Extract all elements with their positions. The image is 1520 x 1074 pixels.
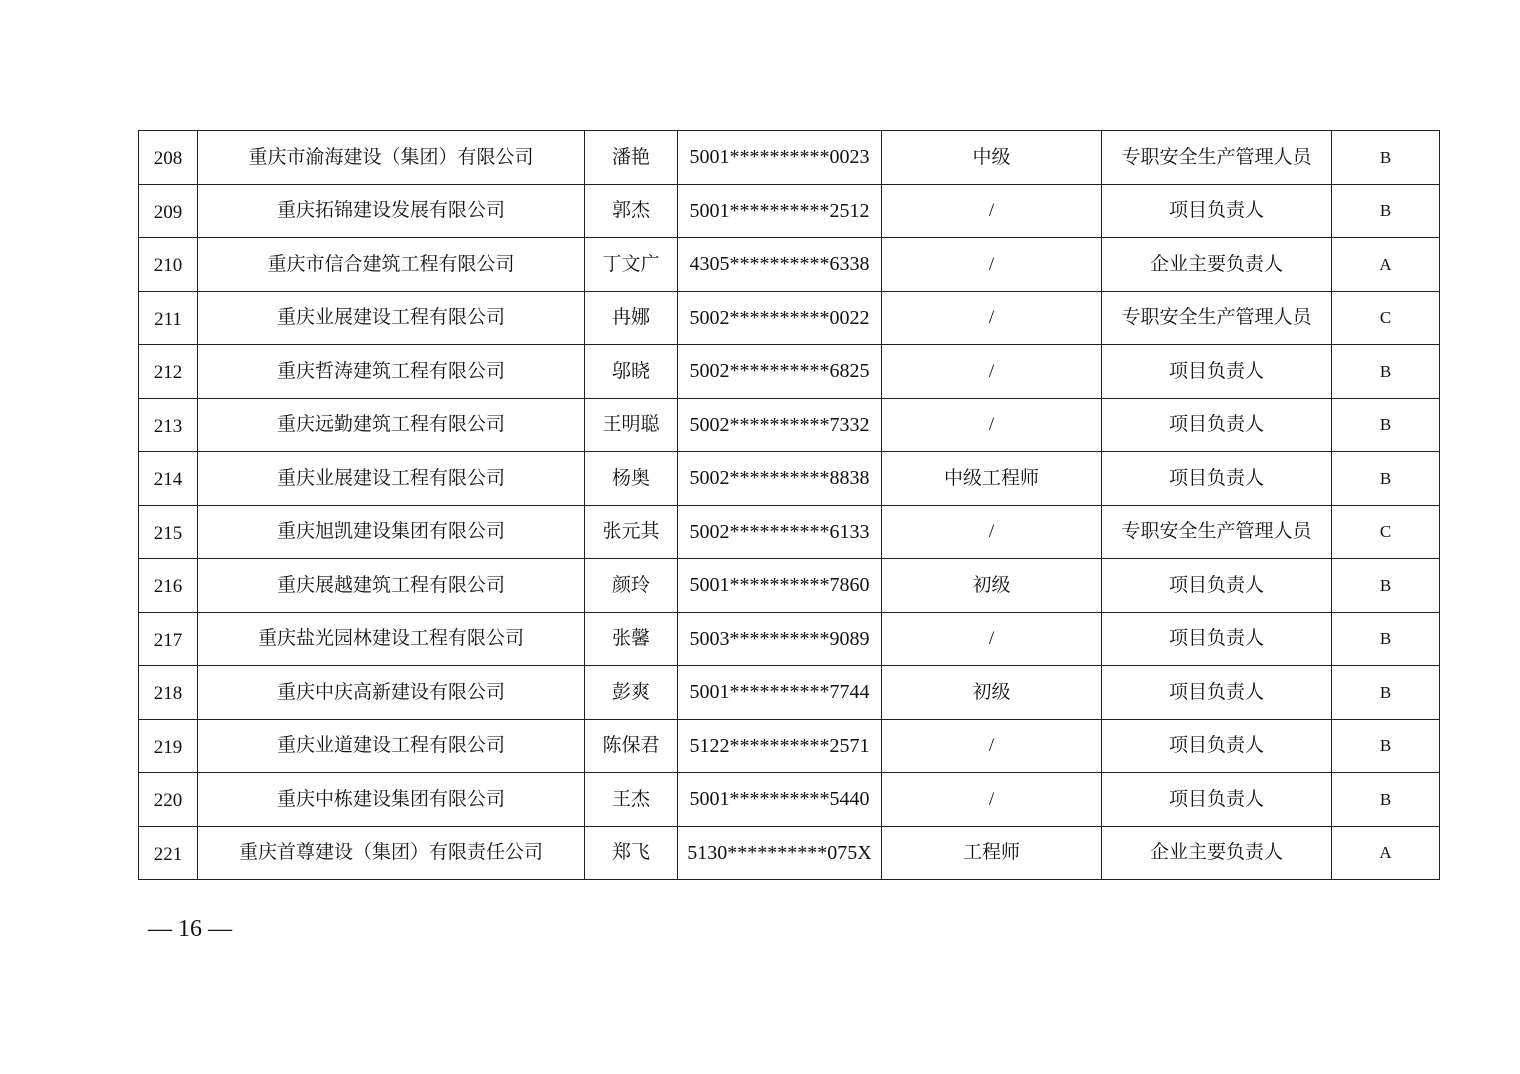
- company-cell: 重庆首尊建设（集团）有限责任公司: [198, 826, 585, 880]
- company-cell: 重庆远勤建筑工程有限公司: [198, 398, 585, 452]
- role-cell: 专职安全生产管理人员: [1102, 131, 1332, 185]
- table-row: [139, 666, 1440, 720]
- role-cell: 项目负责人: [1102, 612, 1332, 666]
- grade-cell: C: [1332, 291, 1440, 345]
- table-row: [139, 238, 1440, 292]
- professional-title-cell: 中级工程师: [882, 452, 1102, 506]
- role-cell: 项目负责人: [1102, 666, 1332, 720]
- row-number-cell: 212: [139, 345, 198, 399]
- row-number-cell: 218: [139, 666, 198, 720]
- grade-cell: B: [1332, 184, 1440, 238]
- table-row: [139, 184, 1440, 238]
- role-cell: 项目负责人: [1102, 773, 1332, 827]
- id-number-cell: 5001**********0023: [678, 131, 882, 185]
- id-number-cell: 5002**********8838: [678, 452, 882, 506]
- table-row: [139, 559, 1440, 613]
- company-cell: 重庆中庆高新建设有限公司: [198, 666, 585, 720]
- professional-title-cell: /: [882, 238, 1102, 292]
- id-number-cell: 5001**********5440: [678, 773, 882, 827]
- record-table: [138, 130, 1440, 880]
- person-name-cell: 张元其: [585, 505, 678, 559]
- professional-title-cell: /: [882, 398, 1102, 452]
- grade-cell: B: [1332, 398, 1440, 452]
- grade-cell: B: [1332, 612, 1440, 666]
- row-number-cell: 219: [139, 719, 198, 773]
- row-number-cell: 217: [139, 612, 198, 666]
- company-cell: 重庆市信合建筑工程有限公司: [198, 238, 585, 292]
- row-number-cell: 221: [139, 826, 198, 880]
- professional-title-cell: /: [882, 184, 1102, 238]
- grade-cell: B: [1332, 666, 1440, 720]
- role-cell: 项目负责人: [1102, 559, 1332, 613]
- id-number-cell: 5002**********7332: [678, 398, 882, 452]
- grade-cell: C: [1332, 505, 1440, 559]
- grade-cell: B: [1332, 452, 1440, 506]
- professional-title-cell: 中级: [882, 131, 1102, 185]
- person-name-cell: 陈保君: [585, 719, 678, 773]
- record-table-body: [139, 131, 1440, 880]
- grade-cell: B: [1332, 559, 1440, 613]
- row-number-cell: 214: [139, 452, 198, 506]
- role-cell: 项目负责人: [1102, 184, 1332, 238]
- person-name-cell: 杨奥: [585, 452, 678, 506]
- table-row: [139, 505, 1440, 559]
- table-row: [139, 826, 1440, 880]
- grade-cell: A: [1332, 238, 1440, 292]
- role-cell: 专职安全生产管理人员: [1102, 505, 1332, 559]
- id-number-cell: 4305**********6338: [678, 238, 882, 292]
- row-number-cell: 220: [139, 773, 198, 827]
- company-cell: 重庆业展建设工程有限公司: [198, 291, 585, 345]
- row-number-cell: 215: [139, 505, 198, 559]
- table-row: [139, 131, 1440, 185]
- company-cell: 重庆展越建筑工程有限公司: [198, 559, 585, 613]
- company-cell: 重庆哲涛建筑工程有限公司: [198, 345, 585, 399]
- person-name-cell: 张馨: [585, 612, 678, 666]
- grade-cell: B: [1332, 719, 1440, 773]
- id-number-cell: 5122**********2571: [678, 719, 882, 773]
- role-cell: 专职安全生产管理人员: [1102, 291, 1332, 345]
- professional-title-cell: /: [882, 345, 1102, 399]
- person-name-cell: 王杰: [585, 773, 678, 827]
- page-number: — 16 —: [148, 916, 232, 942]
- id-number-cell: 5002**********6825: [678, 345, 882, 399]
- row-number-cell: 211: [139, 291, 198, 345]
- row-number-cell: 209: [139, 184, 198, 238]
- company-cell: 重庆拓锦建设发展有限公司: [198, 184, 585, 238]
- table-row: [139, 612, 1440, 666]
- person-name-cell: 郑飞: [585, 826, 678, 880]
- professional-title-cell: /: [882, 291, 1102, 345]
- id-number-cell: 5002**********6133: [678, 505, 882, 559]
- id-number-cell: 5003**********9089: [678, 612, 882, 666]
- person-name-cell: 潘艳: [585, 131, 678, 185]
- person-name-cell: 颜玲: [585, 559, 678, 613]
- id-number-cell: 5001**********7860: [678, 559, 882, 613]
- table-row: [139, 291, 1440, 345]
- role-cell: 企业主要负责人: [1102, 826, 1332, 880]
- person-name-cell: 冉娜: [585, 291, 678, 345]
- id-number-cell: 5130**********075X: [678, 826, 882, 880]
- professional-title-cell: /: [882, 719, 1102, 773]
- id-number-cell: 5001**********7744: [678, 666, 882, 720]
- id-number-cell: 5001**********2512: [678, 184, 882, 238]
- role-cell: 项目负责人: [1102, 719, 1332, 773]
- professional-title-cell: /: [882, 612, 1102, 666]
- role-cell: 项目负责人: [1102, 452, 1332, 506]
- table-row: [139, 773, 1440, 827]
- table-row: [139, 345, 1440, 399]
- person-name-cell: 彭爽: [585, 666, 678, 720]
- role-cell: 项目负责人: [1102, 345, 1332, 399]
- role-cell: 企业主要负责人: [1102, 238, 1332, 292]
- professional-title-cell: /: [882, 505, 1102, 559]
- company-cell: 重庆盐光园林建设工程有限公司: [198, 612, 585, 666]
- professional-title-cell: 工程师: [882, 826, 1102, 880]
- grade-cell: B: [1332, 131, 1440, 185]
- id-number-cell: 5002**********0022: [678, 291, 882, 345]
- row-number-cell: 210: [139, 238, 198, 292]
- grade-cell: B: [1332, 773, 1440, 827]
- table-row: [139, 719, 1440, 773]
- company-cell: 重庆业展建设工程有限公司: [198, 452, 585, 506]
- table-row: [139, 452, 1440, 506]
- professional-title-cell: 初级: [882, 666, 1102, 720]
- row-number-cell: 216: [139, 559, 198, 613]
- person-name-cell: 王明聪: [585, 398, 678, 452]
- company-cell: 重庆中栋建设集团有限公司: [198, 773, 585, 827]
- professional-title-cell: /: [882, 773, 1102, 827]
- person-name-cell: 郭杰: [585, 184, 678, 238]
- company-cell: 重庆旭凯建设集团有限公司: [198, 505, 585, 559]
- professional-title-cell: 初级: [882, 559, 1102, 613]
- company-cell: 重庆市渝海建设（集团）有限公司: [198, 131, 585, 185]
- person-name-cell: 邬晓: [585, 345, 678, 399]
- table-row: [139, 398, 1440, 452]
- grade-cell: B: [1332, 345, 1440, 399]
- role-cell: 项目负责人: [1102, 398, 1332, 452]
- grade-cell: A: [1332, 826, 1440, 880]
- row-number-cell: 208: [139, 131, 198, 185]
- company-cell: 重庆业道建设工程有限公司: [198, 719, 585, 773]
- row-number-cell: 213: [139, 398, 198, 452]
- person-name-cell: 丁文广: [585, 238, 678, 292]
